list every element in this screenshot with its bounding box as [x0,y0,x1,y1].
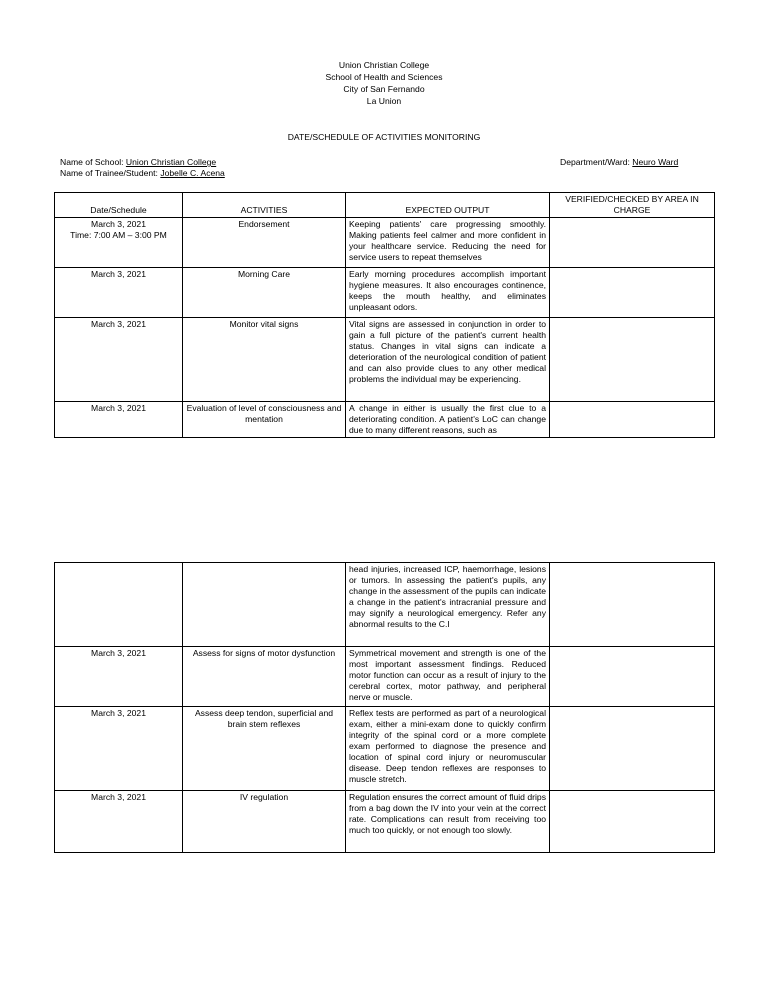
date-cell: March 3, 2021 [55,402,183,438]
activity-cell: Assess for signs of motor dysfunction [183,647,346,707]
activity-cell [183,563,346,647]
table-row [55,318,715,402]
output-cell: head injuries, increased ICP, haemorrhage, lesions or tumors. In assessing the patient's pupils, any change in the assessment of the pupils can indicate a change in the patient's intracranial pressure and may signify a neurological emergency. Refer any abnormal results to the C.I [346,563,550,647]
table-row [55,791,715,853]
document-title: DATE/SCHEDULE OF ACTIVITIES MONITORING [287,132,481,142]
school-label: Name of School: [60,157,126,167]
activity-cell: Endorsement [183,218,346,268]
trainee-info [60,157,225,179]
output-cell: A change in either is usually the first clue to a deteriorating condition. A patient's LoC can change due to many different reasons, such as [346,402,550,438]
activity-cell: Morning Care [183,268,346,318]
column-header-verified: VERIFIED/CHECKED BY AREA IN CHARGE [550,193,715,218]
verified-cell [550,563,715,647]
table-row [55,402,715,438]
verified-cell [550,647,715,707]
output-cell: Reflex tests are performed as part of a neurological exam, either a mini-exam done to quickly confirm integrity of the spinal cord or a more complete exam performed to diagnose the presence and location of spinal cord injury or neuromuscular disease. Deep tendon reflexes are responses to muscle stretch. [346,707,550,791]
column-header-activities: ACTIVITIES [183,193,346,218]
date-cell: March 3, 2021 [55,707,183,791]
college-name: Union Christian College [338,60,430,70]
date-cell: March 3, 2021 [55,647,183,707]
column-header-output: EXPECTED OUTPUT [346,193,550,218]
trainee-label: Name of Trainee/Student: [60,168,161,178]
table-row [55,268,715,318]
time-text: Time: 7:00 AM – 3:00 PM [70,230,167,240]
date-cell: March 3, 2021 [55,791,183,853]
output-cell: Symmetrical movement and strength is one of the most important assessment findings. Reduced motor function can occur as a result of injury to the cerebral cortex, motor pathway, and peripheral nerve or muscle. [346,647,550,707]
province-name: La Union [366,96,402,106]
output-cell: Keeping patients' care progressing smoothly. Making patients feel calmer and more confident in your healthcare service. Reducing the need for service users to repeat themselves [346,218,550,268]
school-value: Union Christian College [125,157,217,167]
city-name: City of San Fernando [343,84,425,94]
trainee-line [60,168,225,179]
department-info [560,157,678,168]
activity-cell: Monitor vital signs [183,318,346,402]
verified-cell [550,268,715,318]
table-row [55,707,715,791]
activities-table [54,192,715,438]
table-row [55,563,715,647]
verified-cell [550,318,715,402]
table-header-row [55,193,715,218]
activity-cell: IV regulation [183,791,346,853]
trainee-value: Jobelle C. Acena [160,168,225,178]
verified-cell [550,707,715,791]
date-cell [55,218,183,268]
verified-cell [550,218,715,268]
activity-cell: Evaluation of level of consciousness and mentation [183,402,346,438]
table-row [55,647,715,707]
output-cell: Vital signs are assessed in conjunction in order to gain a full picture of the patient's current health status. Changes in vital signs can indicate a deterioration of the neurological condition of patient and can also provide clues to any other medical problems the individual may be experiencing. [346,318,550,402]
table-row [55,218,715,268]
date-cell: March 3, 2021 [55,318,183,402]
verified-cell [550,402,715,438]
date-cell [55,563,183,647]
activity-cell: Assess deep tendon, superficial and brain stem reflexes [183,707,346,791]
output-cell: Regulation ensures the correct amount of fluid drips from a bag down the IV into your vein at the correct rate. Complications can result from receiving too much too quickly, or not enough too slowly. [346,791,550,853]
date-cell: March 3, 2021 [55,268,183,318]
school-name: School of Health and Sciences [325,72,443,82]
department-value: Neuro Ward [632,157,679,167]
date-text: March 3, 2021 [91,219,146,229]
document-header [0,59,768,107]
verified-cell [550,791,715,853]
output-cell: Early morning procedures accomplish important hygiene measures. It also encourages continence, keeps the mouth healthy, and eliminates unpleasant odors. [346,268,550,318]
department-label: Department/Ward: [560,157,633,167]
column-header-date: Date/Schedule [55,193,183,218]
activities-table-continued [54,562,715,853]
school-line [60,157,225,168]
